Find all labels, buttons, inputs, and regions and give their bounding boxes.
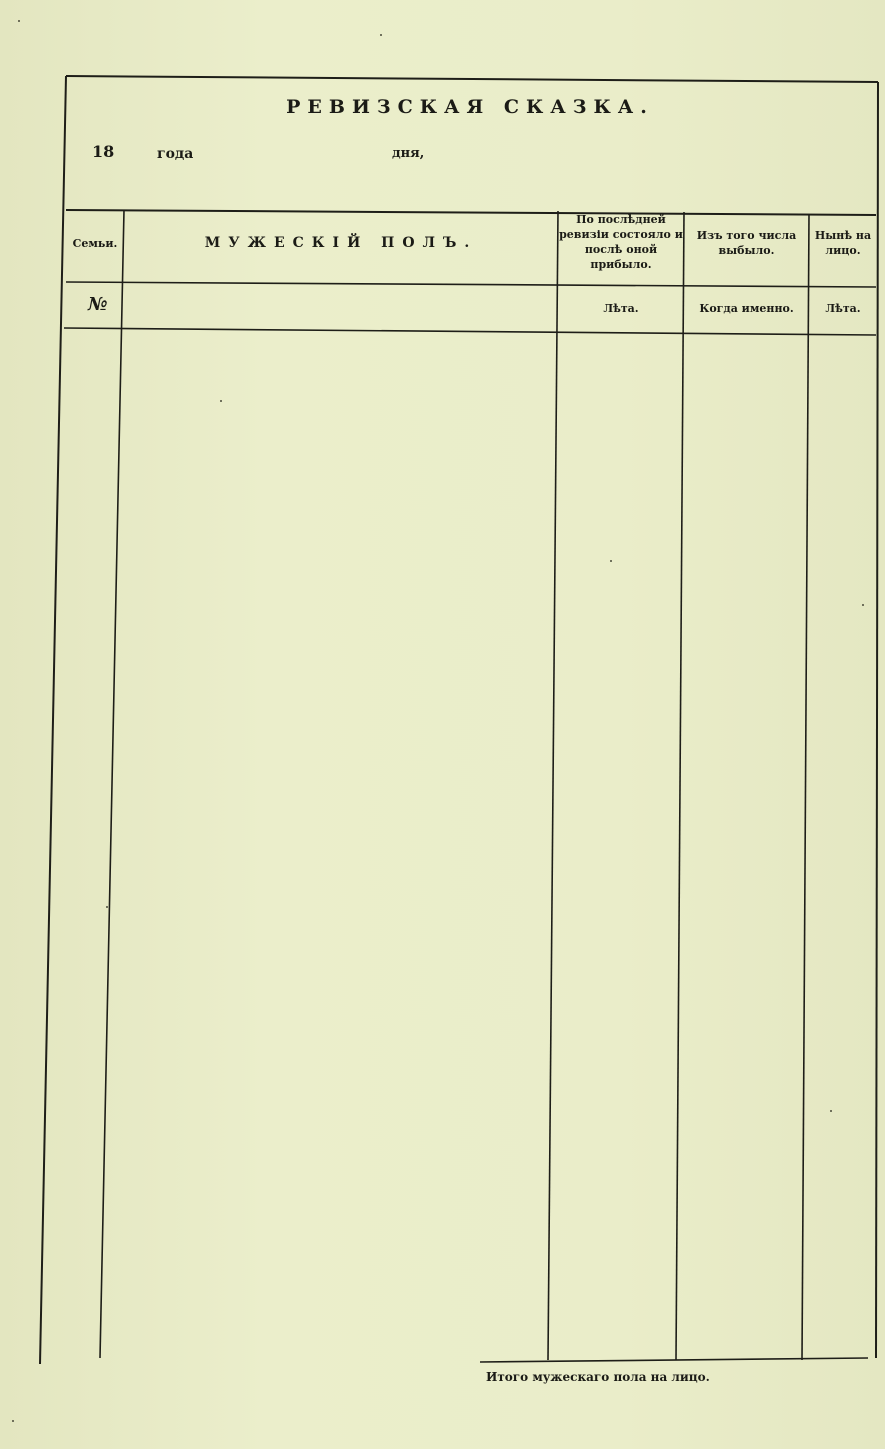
- header-family: Семьи.: [72, 237, 118, 250]
- header-prev-revision: По послѣдней ревизіи состояло и послѣ оной прибыло.: [559, 213, 683, 271]
- number-sign: №: [88, 294, 108, 315]
- paper-speck: [18, 20, 20, 22]
- paper-speck: [862, 604, 864, 606]
- header-row-line: [66, 282, 876, 287]
- subheader-age-prev: Лѣта.: [603, 302, 639, 315]
- header-separator: [66, 210, 876, 215]
- paper-speck: [12, 1420, 14, 1422]
- paper-speck: [380, 34, 382, 36]
- form-title: РЕВИЗСКАЯ СКАЗКА.: [286, 96, 654, 118]
- left-border: [40, 76, 66, 1364]
- subheader-when: Когда именно.: [699, 302, 794, 315]
- top-border: [66, 76, 878, 82]
- header-departed: Изъ того числа выбыло.: [696, 229, 797, 257]
- col-divider-prev: [676, 212, 684, 1360]
- subheader-age-now: Лѣта.: [825, 302, 861, 315]
- header-present: Нынѣ на лицо.: [814, 229, 872, 257]
- right-border: [876, 82, 878, 1358]
- col-divider-departed: [802, 214, 809, 1360]
- paper-speck: [106, 906, 108, 908]
- col-divider-family: [100, 210, 124, 1358]
- paper-speck: [830, 1110, 832, 1112]
- paper-speck: [220, 400, 222, 402]
- total-line: [480, 1358, 868, 1362]
- paper-speck: [610, 560, 612, 562]
- header-male-sex: МУЖЕСКІЙ ПОЛЪ.: [204, 235, 478, 251]
- year-label: года: [157, 146, 194, 162]
- year-prefix: 18: [92, 142, 115, 161]
- subheader-row-line: [64, 328, 876, 335]
- total-male-present: Итого мужескаго пола на лицо.: [486, 1370, 710, 1384]
- col-divider-male: [548, 211, 558, 1360]
- day-label: дня,: [392, 146, 425, 161]
